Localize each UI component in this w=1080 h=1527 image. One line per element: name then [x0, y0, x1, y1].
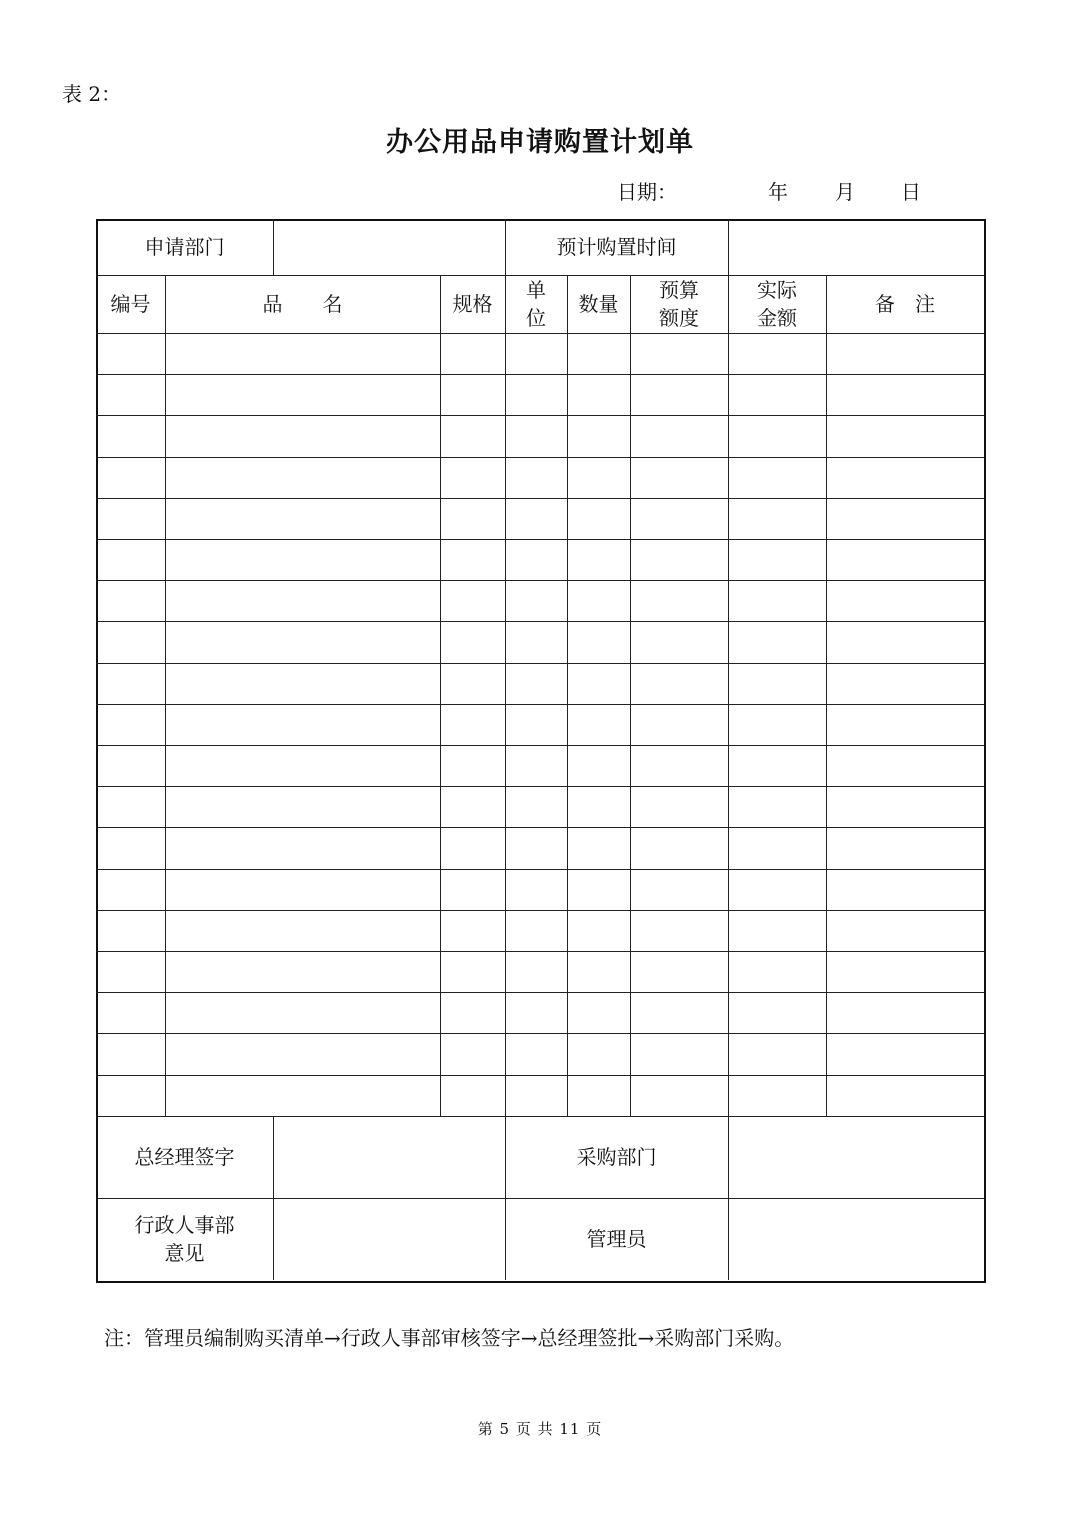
table-cell[interactable]	[440, 951, 505, 992]
table-cell[interactable]	[630, 827, 728, 868]
table-cell[interactable]	[567, 910, 630, 951]
table-cell[interactable]	[567, 663, 630, 704]
table-cell[interactable]	[165, 539, 440, 580]
gm-sign-field[interactable]	[273, 1116, 505, 1198]
table-cell[interactable]	[826, 457, 984, 498]
table-cell[interactable]	[567, 621, 630, 662]
table-cell[interactable]	[165, 1033, 440, 1074]
table-cell[interactable]	[440, 704, 505, 745]
table-cell[interactable]	[826, 333, 984, 374]
purchase-plan-form	[96, 219, 985, 1282]
table-cell[interactable]	[165, 374, 440, 415]
table-cell[interactable]	[505, 374, 567, 415]
table-cell[interactable]	[505, 457, 567, 498]
date-label: 日期：	[617, 180, 677, 204]
table-cell[interactable]	[505, 786, 567, 827]
table-cell[interactable]	[165, 827, 440, 868]
table-label: 表 2：	[62, 82, 122, 106]
table-cell[interactable]	[728, 663, 826, 704]
table-cell[interactable]	[440, 663, 505, 704]
purchase-dept-label: 采购部门	[576, 1145, 657, 1169]
table-cell[interactable]	[826, 827, 984, 868]
table-cell[interactable]	[96, 663, 165, 704]
table-cell[interactable]	[630, 663, 728, 704]
table-cell[interactable]	[728, 786, 826, 827]
table-cell[interactable]	[728, 869, 826, 910]
table-cell[interactable]	[728, 580, 826, 621]
table-cell[interactable]	[630, 786, 728, 827]
table-cell[interactable]	[165, 580, 440, 621]
table-cell[interactable]	[630, 745, 728, 786]
manager-label: 管理员	[586, 1227, 647, 1251]
table-cell[interactable]	[96, 457, 165, 498]
table-cell[interactable]	[96, 415, 165, 456]
table-cell[interactable]	[96, 1075, 165, 1116]
table-cell[interactable]	[440, 580, 505, 621]
table-cell[interactable]	[567, 539, 630, 580]
page-number: 第 5 页 共 11 页	[477, 1420, 603, 1438]
table-cell[interactable]	[728, 621, 826, 662]
table-cell[interactable]	[440, 786, 505, 827]
table-cell[interactable]	[728, 457, 826, 498]
table-cell[interactable]	[826, 663, 984, 704]
table-cell[interactable]	[96, 704, 165, 745]
table-cell[interactable]	[440, 457, 505, 498]
table-cell[interactable]	[440, 1075, 505, 1116]
table-cell[interactable]	[567, 786, 630, 827]
table-cell[interactable]	[826, 786, 984, 827]
table-cell[interactable]	[567, 457, 630, 498]
table-cell[interactable]	[505, 869, 567, 910]
table-cell[interactable]	[826, 1075, 984, 1116]
column-divider	[728, 1116, 729, 1280]
table-cell[interactable]	[630, 415, 728, 456]
table-cell[interactable]	[440, 415, 505, 456]
table-cell[interactable]	[630, 539, 728, 580]
table-cell[interactable]	[96, 374, 165, 415]
table-cell[interactable]	[165, 951, 440, 992]
table-cell[interactable]	[630, 1075, 728, 1116]
table-cell[interactable]	[440, 333, 505, 374]
column-divider	[728, 219, 729, 275]
column-divider	[273, 1116, 274, 1280]
table-cell[interactable]	[567, 704, 630, 745]
row-divider	[96, 1198, 984, 1199]
table-cell[interactable]	[505, 663, 567, 704]
table-cell[interactable]	[165, 704, 440, 745]
table-cell[interactable]	[505, 827, 567, 868]
table-cell[interactable]	[567, 333, 630, 374]
table-cell[interactable]	[96, 951, 165, 992]
page-title: 办公用品申请购置计划单	[386, 127, 694, 158]
month-label: 月	[835, 180, 855, 204]
table-cell[interactable]	[630, 1033, 728, 1074]
col-header-quantity: 数量	[578, 292, 619, 316]
table-cell[interactable]	[826, 869, 984, 910]
row-divider	[96, 275, 984, 276]
table-cell[interactable]	[728, 910, 826, 951]
col-header-remarks: 备 注	[875, 292, 935, 316]
table-cell[interactable]	[165, 621, 440, 662]
table-cell[interactable]	[96, 910, 165, 951]
table-cell[interactable]	[96, 827, 165, 868]
table-cell[interactable]	[440, 1033, 505, 1074]
table-cell[interactable]	[567, 415, 630, 456]
table-cell[interactable]	[630, 910, 728, 951]
table-cell[interactable]	[96, 333, 165, 374]
table-cell[interactable]	[165, 910, 440, 951]
table-cell[interactable]	[630, 374, 728, 415]
table-cell[interactable]	[567, 992, 630, 1033]
table-cell[interactable]	[96, 745, 165, 786]
table-cell[interactable]	[505, 333, 567, 374]
table-cell[interactable]	[96, 869, 165, 910]
col-header-unit: 单 位	[526, 278, 546, 330]
table-cell[interactable]	[505, 992, 567, 1033]
table-cell[interactable]	[826, 951, 984, 992]
table-cell[interactable]	[567, 869, 630, 910]
table-cell[interactable]	[96, 580, 165, 621]
table-cell[interactable]	[567, 1075, 630, 1116]
apply-dept-field[interactable]	[273, 219, 505, 275]
apply-dept-label: 申请部门	[144, 235, 225, 259]
table-cell[interactable]	[728, 539, 826, 580]
table-cell[interactable]	[505, 415, 567, 456]
table-cell[interactable]	[567, 827, 630, 868]
table-cell[interactable]	[728, 1075, 826, 1116]
table-cell[interactable]	[567, 1033, 630, 1074]
table-cell[interactable]	[440, 374, 505, 415]
table-cell[interactable]	[630, 457, 728, 498]
table-cell[interactable]	[440, 745, 505, 786]
table-cell[interactable]	[96, 539, 165, 580]
table-cell[interactable]	[505, 745, 567, 786]
table-cell[interactable]	[630, 333, 728, 374]
table-cell[interactable]	[567, 580, 630, 621]
table-cell[interactable]	[440, 992, 505, 1033]
table-cell[interactable]	[165, 1075, 440, 1116]
table-cell[interactable]	[826, 621, 984, 662]
table-cell[interactable]	[505, 1075, 567, 1116]
table-cell[interactable]	[440, 498, 505, 539]
table-cell[interactable]	[826, 992, 984, 1033]
table-cell[interactable]	[440, 539, 505, 580]
table-cell[interactable]	[165, 786, 440, 827]
table-cell[interactable]	[728, 415, 826, 456]
year-label: 年	[768, 180, 788, 204]
table-cell[interactable]	[165, 869, 440, 910]
day-label: 日	[901, 180, 921, 204]
table-cell[interactable]	[505, 539, 567, 580]
planned-time-label: 预计购置时间	[556, 235, 677, 259]
table-cell[interactable]	[728, 333, 826, 374]
table-cell[interactable]	[630, 498, 728, 539]
table-cell[interactable]	[165, 663, 440, 704]
table-cell[interactable]	[440, 621, 505, 662]
col-header-item-name: 品 名	[262, 292, 343, 316]
col-header-spec: 规格	[452, 292, 493, 316]
table-cell[interactable]	[630, 951, 728, 992]
table-cell[interactable]	[567, 951, 630, 992]
table-cell[interactable]	[96, 786, 165, 827]
table-cell[interactable]	[505, 621, 567, 662]
table-cell[interactable]	[165, 498, 440, 539]
table-cell[interactable]	[826, 374, 984, 415]
table-cell[interactable]	[96, 992, 165, 1033]
table-cell[interactable]	[165, 992, 440, 1033]
table-cell[interactable]	[505, 910, 567, 951]
table-cell[interactable]	[505, 1033, 567, 1074]
table-cell[interactable]	[165, 745, 440, 786]
table-cell[interactable]	[728, 1033, 826, 1074]
col-header-budget: 预算 额度	[659, 278, 699, 330]
col-header-number: 编号	[110, 292, 151, 316]
table-cell[interactable]	[630, 869, 728, 910]
table-cell[interactable]	[567, 374, 630, 415]
table-cell[interactable]	[165, 333, 440, 374]
table-cell[interactable]	[96, 621, 165, 662]
col-header-actual-amount: 实际 金额	[757, 278, 797, 330]
table-cell[interactable]	[165, 415, 440, 456]
table-cell[interactable]	[826, 498, 984, 539]
table-cell[interactable]	[165, 457, 440, 498]
column-divider	[505, 219, 506, 275]
table-cell[interactable]	[630, 704, 728, 745]
table-cell[interactable]	[826, 910, 984, 951]
table-cell[interactable]	[826, 580, 984, 621]
process-note: 注：管理员编制购买清单→行政人事部审核签字→总经理签批→采购部门采购。	[104, 1326, 795, 1350]
table-cell[interactable]	[567, 498, 630, 539]
table-cell[interactable]	[728, 374, 826, 415]
table-cell[interactable]	[728, 498, 826, 539]
row-divider	[96, 1116, 984, 1117]
table-cell[interactable]	[567, 745, 630, 786]
table-cell[interactable]	[728, 827, 826, 868]
gm-sign-label: 总经理签字	[134, 1145, 235, 1169]
table-cell[interactable]	[630, 580, 728, 621]
table-cell[interactable]	[826, 745, 984, 786]
table-cell[interactable]	[505, 704, 567, 745]
table-cell[interactable]	[728, 704, 826, 745]
table-cell[interactable]	[505, 951, 567, 992]
table-cell[interactable]	[826, 415, 984, 456]
admin-hr-opinion-field[interactable]	[273, 1198, 505, 1280]
table-cell[interactable]	[440, 869, 505, 910]
table-cell[interactable]	[630, 621, 728, 662]
table-cell[interactable]	[826, 1033, 984, 1074]
table-cell[interactable]	[96, 498, 165, 539]
table-cell[interactable]	[826, 539, 984, 580]
manager-field[interactable]	[728, 1198, 984, 1280]
planned-time-field[interactable]	[728, 219, 984, 275]
purchase-dept-field[interactable]	[728, 1116, 984, 1198]
table-cell[interactable]	[440, 910, 505, 951]
table-cell[interactable]	[96, 1033, 165, 1074]
column-divider	[505, 1116, 506, 1280]
table-cell[interactable]	[505, 498, 567, 539]
table-cell[interactable]	[728, 951, 826, 992]
table-cell[interactable]	[440, 827, 505, 868]
admin-hr-opinion-label: 行政人事部 意见	[134, 1213, 235, 1265]
table-cell[interactable]	[728, 745, 826, 786]
table-cell[interactable]	[630, 992, 728, 1033]
table-cell[interactable]	[728, 992, 826, 1033]
column-divider	[273, 219, 274, 275]
table-cell[interactable]	[505, 580, 567, 621]
table-cell[interactable]	[826, 704, 984, 745]
